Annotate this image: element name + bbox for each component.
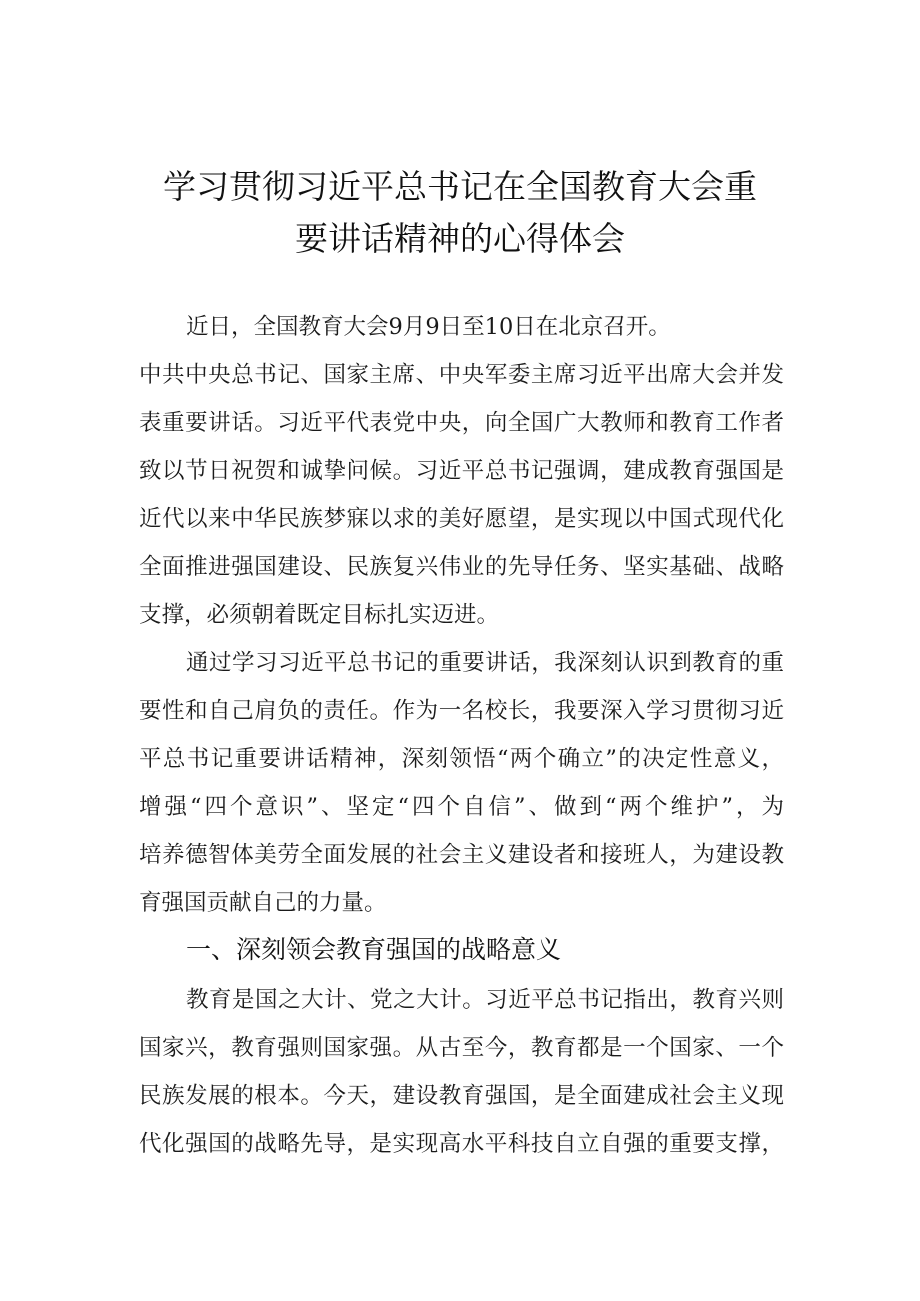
text-line: 代化强国的战略先导，是实现高水平科技自立自强的重要支撑， (139, 1131, 784, 1157)
text-line: 要性和自己肩负的责任。作为一名校长，我要深入学习贯彻习近 (139, 698, 784, 724)
text-line: 表重要讲话。习近平代表党中央，向全国广大教师和教育工作者 (139, 410, 784, 436)
text-line: 民族发展的根本。今天，建设教育强国，是全面建成社会主义现 (139, 1083, 784, 1109)
text-line: 支撑，必须朝着既定目标扎实迈进。 (139, 602, 500, 628)
text-line: 致以节日祝贺和诚挚问候。习近平总书记强调，建成教育强国是 (139, 458, 784, 484)
text-line: 通过学习习近平总书记的重要讲话，我深刻认识到教育的重 (186, 650, 784, 676)
text-line: 中共中央总书记、国家主席、中央军委主席习近平出席大会并发 (139, 362, 784, 388)
text-line: 全面推进强国建设、民族复兴伟业的先导任务、坚实基础、战略 (139, 554, 784, 580)
document-title-line-1: 学习贯彻习近平总书记在全国教育大会重 (163, 167, 757, 206)
text-line: 增强“四个意识”、坚定“四个自信”、做到“两个维护”，为 (139, 794, 784, 820)
section-heading: 一、深刻领会教育强国的战略意义 (186, 935, 562, 964)
document-title-line-2: 要讲话精神的心得体会 (295, 219, 625, 258)
text-line: 近日，全国教育大会9月9日至10日在北京召开。 (186, 314, 671, 340)
text-line: 教育是国之大计、党之大计。习近平总书记指出，教育兴则 (186, 987, 784, 1013)
text-line: 近代以来中华民族梦寐以求的美好愿望，是实现以中国式现代化 (139, 506, 784, 532)
text-line: 育强国贡献自己的力量。 (139, 890, 387, 916)
text-line: 国家兴，教育强则国家强。从古至今，教育都是一个国家、一个 (139, 1035, 784, 1061)
text-line: 平总书记重要讲话精神，深刻领悟“两个确立”的决定性意义， (139, 746, 784, 772)
text-line: 培养德智体美劳全面发展的社会主义建设者和接班人，为建设教 (139, 842, 784, 868)
